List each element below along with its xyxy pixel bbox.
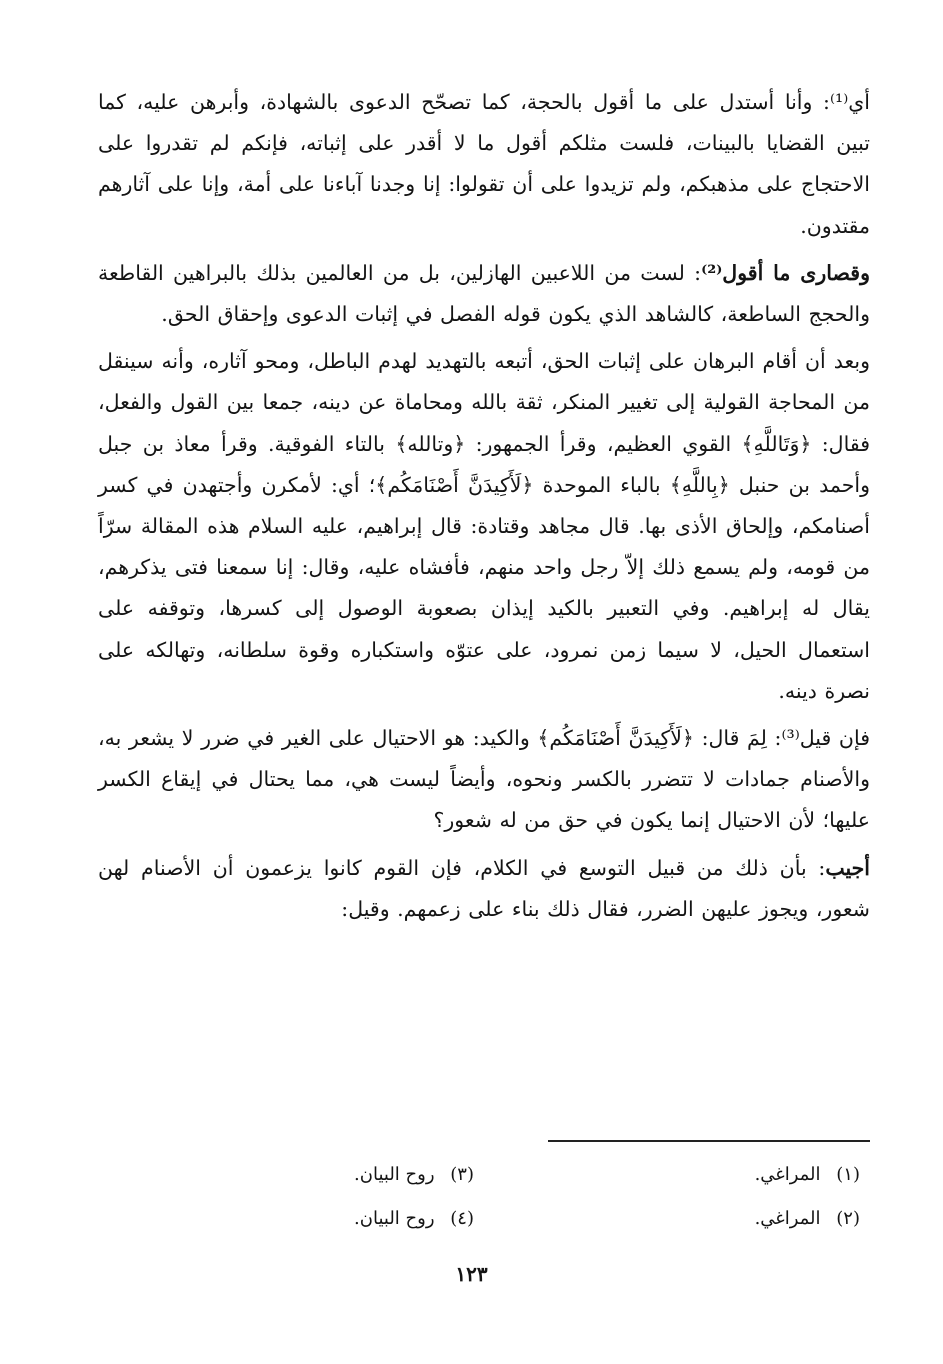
paragraph-body: فإن قيل⁽³⁾: لِمَ قال: ﴿لَأَكِيدَنَّ أَصْنَامَكُم﴾ والكيد: هو الاحتيال على الغير في ضرر لا يشعر به، والأصنام جمادات لا تتضرر بالكسر ونحوه، وأيضاً ليست هي، مما يحتال في إيقاع الكسر عليها؛ لأن الاحتيال إنما يكون في حق من له شعور؟ — [98, 726, 870, 833]
page-number: ١٢٣ — [455, 1262, 488, 1286]
footnote-divider — [548, 1140, 870, 1142]
footnote-text: روح البيان. — [354, 1207, 435, 1229]
footnote-text: المراغي. — [754, 1163, 821, 1185]
footnote-text: المراغي. — [754, 1207, 821, 1229]
paragraph-5 — [98, 848, 870, 930]
footnote-2 — [484, 1208, 870, 1229]
footnote-text: روح البيان. — [354, 1163, 435, 1185]
footnote-3 — [98, 1164, 484, 1185]
paragraph-body: : بأن ذلك من قبيل التوسع في الكلام، فإن القوم كانوا يزعمون أن الأصنام لهن شعور، ويجوز عليهن الضرر، فقال ذلك بناء على زعمهم. وقيل: — [98, 855, 870, 921]
paragraph-body: وبعد أن أقام البرهان على إثبات الحق، أتبعه بالتهديد لهدم الباطل، ومحو آثاره، وأنه سينقل من المحاجة القولية إلى تغيير المنكر، ثقة بالله ومحاماة عن دينه، جمعا بين القول والفعل، فقال: ﴿وَتَاللَّهِ﴾ القوي العظيم، وقرأ الجمهور: ﴿وتالله﴾ بالتاء الفوقية. وقرأ معاذ بن جبل وأحمد بن حنبل ﴿بِاللَّهِ﴾ بالباء الموحدة ﴿لَأَكِيدَنَّ أَصْنَامَكُم﴾؛ أي: لأمكرن وأجتهدن في كسر أصنامكم، وإلحاق الأذى بها. قال مجاهد وقتادة: قال إبراهيم، عليه السلام هذه المقالة سرّاً من قومه، ولم يسمع ذلك إلاّ رجل واحد منهم، فأفشاه عليه، وقال: إنا سمعنا فتى يذكرهم، يقال له إبراهيم. وفي التعبير بالكيد إيذان بصعوبة الوصول إلى كسرها، وتوقفه على استعمال الحيل، لا سيما زمن نمرود، على عتوّه واستكباره وقوة سلطانه، وتهالكه على نصرة دينه. — [98, 349, 870, 703]
footnote-row — [98, 1196, 870, 1240]
footnote-number: (١) — [836, 1163, 860, 1185]
paragraph-1 — [98, 82, 870, 247]
paragraph-3 — [98, 341, 870, 712]
paragraph-2 — [98, 253, 870, 335]
footnote-1 — [484, 1164, 870, 1185]
paragraph-4 — [98, 718, 870, 842]
paragraph-lead: وقصارى ما أقول⁽²⁾ — [701, 260, 870, 285]
footnote-row — [98, 1152, 870, 1196]
paragraph-body: أي⁽¹⁾: وأنا أستدل على ما أقول بالحجة، كما تصحّح الدعوى بالشهادة، وأبرهن عليه، كما تبين القضايا بالبينات، فلست مثلكم أقول ما لا أقدر على إثباته، فإنكم لم تقدروا على الاحتجاج على مذهبكم، ولم تزيدوا على أن تقولوا: إنا وجدنا آباءنا على أمة، وإنا على آثارهم مقتدون. — [98, 90, 870, 238]
paragraph-lead: أجيب — [825, 855, 870, 880]
footnote-number: (٢) — [836, 1207, 860, 1229]
footnote-4 — [98, 1208, 484, 1229]
footnote-number: (٣) — [450, 1163, 474, 1185]
paragraph-body: : لست من اللاعبين الهازلين، بل من العالمين بذلك بالبراهين القاطعة والحجج الساطعة، كالشاهد الذي يكون قوله الفصل في إثبات الدعوى وإحقاق الحق. — [98, 260, 870, 327]
main-text — [98, 82, 870, 936]
footnote-number: (٤) — [450, 1207, 474, 1229]
footnotes — [98, 1152, 870, 1240]
